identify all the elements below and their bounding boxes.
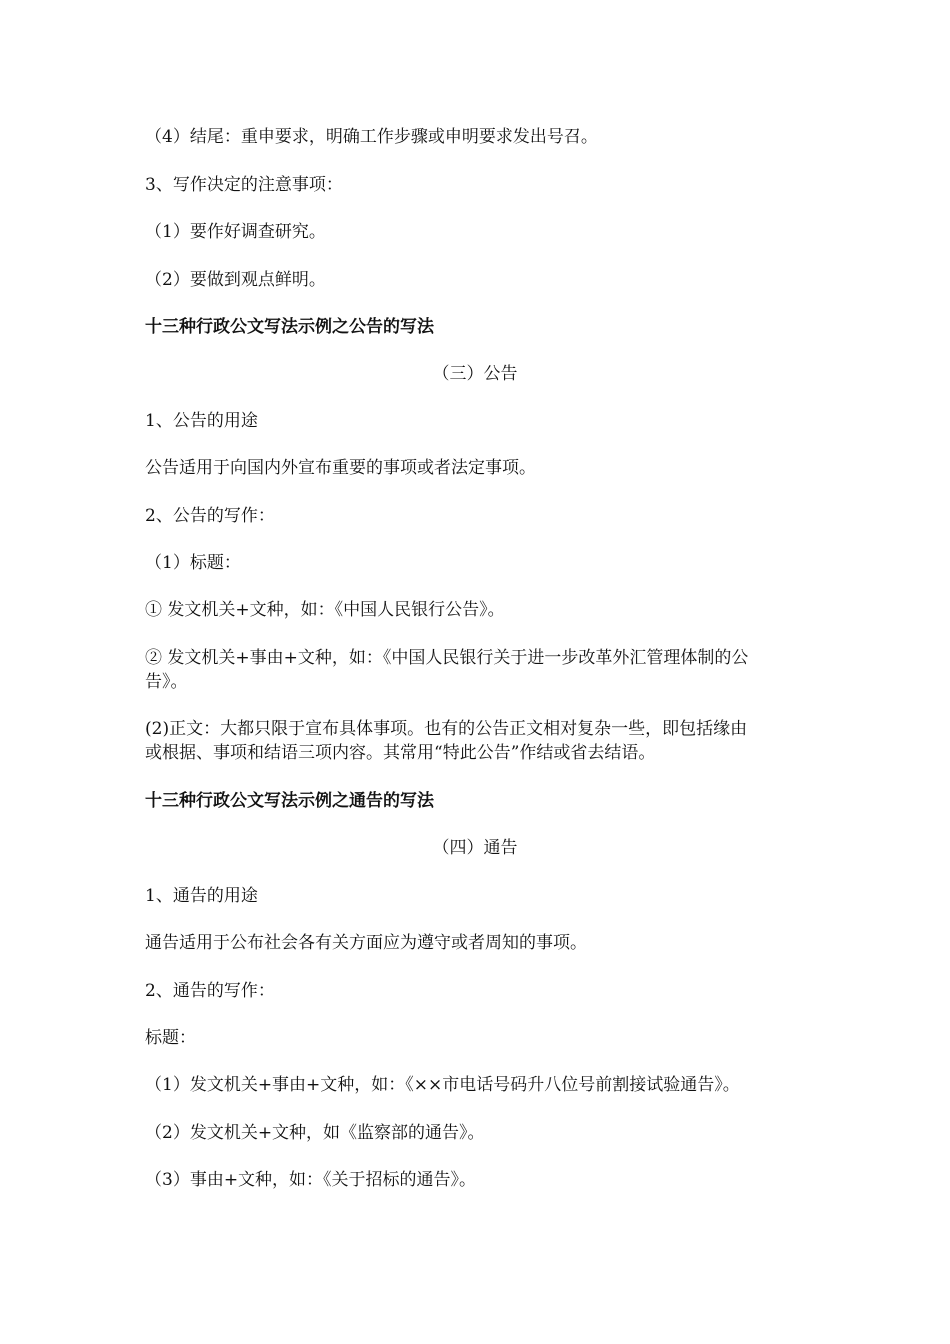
paragraph-note-1: （1）要作好调查研究。 (145, 222, 326, 242)
paragraph-notice-example-2: （2）发文机关+文种，如《监察部的通告》。 (145, 1123, 485, 1143)
paragraph-announcement-writing-title: 2、公告的写作： (145, 506, 275, 526)
paragraph-announcement-usage: 公告适用于向国内外宣布重要的事项或者法定事项。 (145, 458, 536, 478)
paragraph-notice-usage: 通告适用于公布社会各有关方面应为遵守或者周知的事项。 (145, 933, 587, 953)
section-title-announcement: （三）公告 (432, 364, 518, 384)
paragraph-announcement-example-2-line-1: ② 发文机关+事由+文种，如：《中国人民银行关于进一步改革外汇管理体制的公 (145, 648, 749, 668)
section-heading-notice: 十三种行政公文写法示例之通告的写法 (145, 791, 434, 811)
paragraph-notice-usage-title: 1、通告的用途 (145, 886, 258, 906)
paragraph-announcement-body-line-1: (2)正文：大都只限于宣布具体事项。也有的公告正文相对复杂一些，即包括缘由 (145, 719, 748, 739)
paragraph-announcement-example-1: ① 发文机关+文种，如：《中国人民银行公告》。 (145, 600, 505, 620)
paragraph-decision-notes-title: 3、写作决定的注意事项： (145, 175, 343, 195)
paragraph-notice-example-3: （3）事由+文种，如：《关于招标的通告》。 (145, 1170, 477, 1190)
section-title-notice: （四）通告 (432, 838, 518, 858)
paragraph-announcement-usage-title: 1、公告的用途 (145, 411, 258, 431)
paragraph-note-2: （2）要做到观点鲜明。 (145, 270, 326, 290)
paragraph-announcement-heading-label: （1）标题： (145, 553, 241, 573)
paragraph-announcement-body-line-2: 或根据、事项和结语三项内容。其常用“特此公告”作结或省去结语。 (145, 743, 656, 763)
paragraph-announcement-example-2-line-2: 告》。 (145, 672, 188, 692)
paragraph-notice-writing-title: 2、通告的写作： (145, 981, 275, 1001)
paragraph-notice-heading-label: 标题： (145, 1028, 196, 1048)
paragraph-notice-example-1: （1）发文机关+事由+文种，如：《××市电话号码升八位号前割接试验通告》。 (145, 1075, 740, 1095)
paragraph-conclusion: （4）结尾：重申要求，明确工作步骤或申明要求发出号召。 (145, 127, 598, 147)
section-heading-announcement: 十三种行政公文写法示例之公告的写法 (145, 317, 434, 337)
